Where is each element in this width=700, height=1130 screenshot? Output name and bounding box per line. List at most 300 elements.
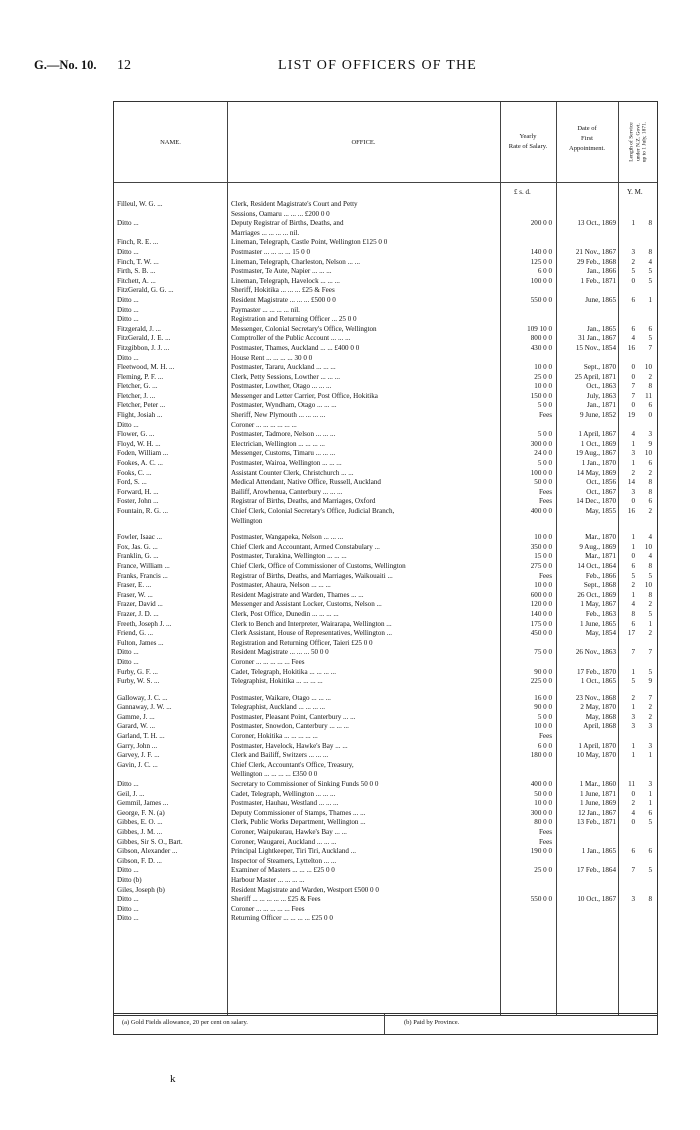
appointment-date: 1 April, 1867 bbox=[578, 430, 616, 439]
service-years: 1 bbox=[631, 590, 635, 599]
office-title: Resident Magistrate ... ... ... £500 0 0 bbox=[231, 295, 336, 304]
officer-name: Franklin, G. ... bbox=[117, 552, 159, 561]
service-years: 0 bbox=[631, 497, 635, 506]
table-row bbox=[114, 219, 657, 229]
officer-name: Flower, G. ... bbox=[117, 430, 155, 439]
officer-name: Forward, H. ... bbox=[117, 487, 159, 496]
appointment-date: 1 Feb., 1871 bbox=[580, 276, 616, 285]
service-years: 11 bbox=[628, 780, 635, 789]
office-title: Paymaster ... ... ... ... nil. bbox=[231, 305, 300, 314]
office-title: Deputy Commissioner of Stamps, Thames ... ... bbox=[231, 808, 366, 817]
office-title: Messenger, Colonial Secretary's Office, Wellington bbox=[231, 324, 377, 333]
officer-name: Ditto ... bbox=[117, 420, 139, 429]
page-title: LIST OF OFFICERS OF THE bbox=[278, 58, 478, 73]
row-gap bbox=[114, 526, 657, 533]
office-title: Coroner ... ... ... ... ... Fees bbox=[231, 657, 305, 666]
table-row bbox=[114, 620, 657, 630]
yearly-salary: 300 0 0 bbox=[530, 439, 552, 448]
appointment-date: Jan., 1865 bbox=[587, 324, 616, 333]
service-years: 4 bbox=[631, 334, 635, 343]
table-row bbox=[114, 790, 657, 800]
officer-name: Gibbes, Sir S. O., Bart. bbox=[117, 837, 183, 846]
appointment-date: 1 Oct., 1865 bbox=[580, 677, 616, 686]
appointment-date: July, 1863 bbox=[586, 391, 616, 400]
table-row bbox=[114, 562, 657, 572]
service-months: 10 bbox=[644, 363, 652, 372]
header-rule bbox=[114, 182, 657, 183]
table-row bbox=[114, 543, 657, 553]
service-months: 5 bbox=[648, 571, 652, 580]
service-years: 17 bbox=[627, 629, 635, 638]
office-title: Registration and Returning Officer, Taieri £25 0 0 bbox=[231, 638, 373, 647]
table-row bbox=[114, 629, 657, 639]
office-title: Principal Lightkeeper, Tiri Tiri, Auckland ... bbox=[231, 847, 357, 856]
service-months: 7 bbox=[648, 343, 652, 352]
table-row bbox=[114, 658, 657, 668]
appointment-date: 13 Feb., 1871 bbox=[576, 818, 616, 827]
service-years: 6 bbox=[631, 847, 635, 856]
service-months: 9 bbox=[648, 439, 652, 448]
table-row bbox=[114, 572, 657, 582]
appointment-date: 1 Jan., 1865 bbox=[581, 847, 616, 856]
service-months: 5 bbox=[648, 267, 652, 276]
office-title: Examiner of Masters ... ... ... £25 0 0 bbox=[231, 866, 335, 875]
appointment-date: 15 Nov., 1854 bbox=[575, 343, 616, 352]
service-years: 4 bbox=[631, 430, 635, 439]
service-months: 1 bbox=[648, 295, 652, 304]
service-months: 1 bbox=[648, 619, 652, 628]
yearly-salary: 550 0 0 bbox=[530, 895, 552, 904]
appointment-date: 17 Feb., 1864 bbox=[576, 866, 616, 875]
yearly-salary: 225 0 0 bbox=[530, 677, 552, 686]
table-row bbox=[114, 401, 657, 411]
service-years: 4 bbox=[631, 808, 635, 817]
table-row bbox=[114, 600, 657, 610]
office-title: Clerk and Bailiff, Switzers ... ... ... bbox=[231, 751, 329, 760]
officer-name: Foster, John ... bbox=[117, 497, 159, 506]
office-title: Chief Clerk, Office of Commissioner of Customs, Wellington bbox=[231, 561, 406, 570]
service-years: 7 bbox=[631, 382, 635, 391]
office-title: Postmaster, Pleasant Point, Canterbury ... ... bbox=[231, 712, 356, 721]
officer-name: Floyd, W. H. ... bbox=[117, 439, 161, 448]
office-title: Clerk to Bench and Interpreter, Wairarapa, Wellington ... bbox=[231, 619, 392, 628]
yearly-salary: Fees bbox=[538, 571, 552, 580]
service-years: 1 bbox=[631, 751, 635, 760]
service-years: 7 bbox=[631, 648, 635, 657]
yearly-salary: 550 0 0 bbox=[530, 295, 552, 304]
table-row bbox=[114, 533, 657, 543]
officer-name: Frazer, David ... bbox=[117, 600, 163, 609]
officer-name: Ditto ... bbox=[117, 315, 139, 324]
table-row bbox=[114, 200, 657, 210]
officer-name: Fletcher, J. ... bbox=[117, 391, 156, 400]
yearly-salary: Fees bbox=[538, 732, 552, 741]
appointment-date: Feb., 1866 bbox=[585, 571, 616, 580]
officer-name: Gannaway, J. W. ... bbox=[117, 703, 172, 712]
footnote-divider bbox=[384, 1014, 385, 1034]
service-years: 1 bbox=[631, 667, 635, 676]
yearly-salary: 5 0 0 bbox=[537, 459, 552, 468]
office-title: Postmaster, Wairoa, Wellington ... ... ... bbox=[231, 459, 342, 468]
yearly-salary: Fees bbox=[538, 828, 552, 836]
office-title: Postmaster, Snowdon, Canterbury ... ... ... bbox=[231, 722, 349, 731]
table-row bbox=[114, 421, 657, 431]
table-row bbox=[114, 694, 657, 704]
service-years: 6 bbox=[631, 619, 635, 628]
table-row bbox=[114, 866, 657, 876]
yearly-salary: 10 0 0 bbox=[534, 581, 552, 590]
table-row bbox=[114, 440, 657, 450]
yearly-salary: 300 0 0 bbox=[530, 808, 552, 817]
office-title: Lineman, Telegraph, Charleston, Nelson ... ... bbox=[231, 257, 360, 266]
yearly-salary: 125 0 0 bbox=[530, 257, 552, 266]
office-title: Sheriff ... ... ... ... ... £25 & Fees bbox=[231, 895, 321, 904]
service-months: 8 bbox=[648, 895, 652, 904]
table-row bbox=[114, 648, 657, 658]
service-years: 2 bbox=[631, 257, 635, 266]
service-months: 5 bbox=[648, 276, 652, 285]
yearly-salary: 100 0 0 bbox=[530, 276, 552, 285]
yearly-salary: 200 0 0 bbox=[530, 219, 552, 228]
officer-name: Ditto ... bbox=[117, 780, 139, 789]
yearly-salary: 6 0 0 bbox=[537, 267, 552, 276]
officer-name: Franks, Francis ... bbox=[117, 571, 168, 580]
office-title: Postmaster, Lowther, Otago ... ... ... bbox=[231, 382, 332, 391]
service-years: 1 bbox=[631, 459, 635, 468]
office-title: Coroner ... ... ... ... ... ... bbox=[231, 420, 297, 429]
yearly-salary: 50 0 0 bbox=[534, 789, 552, 798]
office-title: Postmaster, Tadmore, Nelson ... ... ... bbox=[231, 430, 336, 439]
office-title: Postmaster, Havelock, Hawke's Bay ... ... bbox=[231, 741, 348, 750]
officer-name: Fletcher, G. ... bbox=[117, 382, 158, 391]
officer-name: Fox, Jas. G. ... bbox=[117, 542, 158, 551]
service-years: 2 bbox=[631, 581, 635, 590]
service-months: 9 bbox=[648, 677, 652, 686]
yearly-salary: 400 0 0 bbox=[530, 507, 552, 515]
table-row bbox=[114, 497, 657, 507]
service-years: 5 bbox=[631, 677, 635, 686]
officer-name: Ditto (b) bbox=[117, 875, 142, 884]
table-row bbox=[114, 713, 657, 723]
service-months: 2 bbox=[648, 703, 652, 712]
table-row bbox=[114, 799, 657, 809]
yearly-salary: 400 0 0 bbox=[530, 780, 552, 789]
service-months: 4 bbox=[648, 257, 652, 266]
units-service: Y. M. bbox=[627, 188, 643, 196]
yearly-salary: 10 0 0 bbox=[534, 363, 552, 372]
table-row bbox=[114, 838, 657, 848]
yearly-salary: 6 0 0 bbox=[537, 741, 552, 750]
appointment-date: May, 1854 bbox=[585, 629, 616, 638]
service-months: 2 bbox=[648, 629, 652, 638]
appointment-date: 1 Jan., 1870 bbox=[581, 459, 616, 468]
office-title: Messenger and Letter Carrier, Post Office, Hokitika bbox=[231, 391, 378, 400]
officer-name: Fulton, James ... bbox=[117, 638, 164, 647]
officer-name: Fraser, E. ... bbox=[117, 581, 152, 590]
table-row bbox=[114, 610, 657, 620]
yearly-salary: 450 0 0 bbox=[530, 629, 552, 638]
service-years: 4 bbox=[631, 600, 635, 609]
officer-name: Geil, J. ... bbox=[117, 789, 145, 798]
service-months: 6 bbox=[648, 808, 652, 817]
yearly-salary: 10 0 0 bbox=[534, 533, 552, 542]
office-title: Harbour Master ... ... ... ... bbox=[231, 875, 305, 884]
office-title: Bailiff, Arowhenua, Canterbury ... ... ... bbox=[231, 487, 343, 496]
yearly-salary: 430 0 0 bbox=[530, 343, 552, 352]
appointment-date: 10 May, 1870 bbox=[576, 751, 616, 760]
yearly-salary: Fees bbox=[538, 411, 552, 420]
service-months: 4 bbox=[648, 533, 652, 542]
table-row bbox=[114, 507, 657, 517]
service-years: 0 bbox=[631, 276, 635, 285]
service-months: 7 bbox=[648, 693, 652, 702]
office-title: Chief Clerk, Accountant's Office, Treasury, bbox=[231, 760, 354, 769]
office-title: Postmaster, Waikare, Otago ... ... ... bbox=[231, 693, 331, 702]
col-head-salary: Yearly Rate of Salary. bbox=[508, 133, 548, 150]
col-head-office: OFFICE. bbox=[351, 139, 376, 146]
appointment-date: 1 June, 1865 bbox=[579, 619, 616, 628]
service-years: 2 bbox=[631, 468, 635, 477]
office-title: Postmaster, Turakina, Wellington ... ... ... bbox=[231, 552, 347, 561]
officer-name: Finch, R. E. ... bbox=[117, 238, 159, 247]
service-months: 1 bbox=[648, 789, 652, 798]
office-title: Coroner, Hokitika ... ... ... ... ... bbox=[231, 732, 318, 741]
officer-name: Fitzgibbon, J. J. ... bbox=[117, 343, 170, 352]
appointment-date: 1 April, 1870 bbox=[578, 741, 616, 750]
office-title: Lineman, Telegraph, Castle Point, Wellington £125 0 0 bbox=[231, 238, 388, 247]
service-years: 19 bbox=[627, 411, 635, 420]
table-row bbox=[114, 267, 657, 277]
service-years: 3 bbox=[631, 247, 635, 256]
office-title: Marriages ... ... ... ... nil. bbox=[231, 228, 300, 237]
appointment-date: Sept., 1870 bbox=[583, 363, 616, 372]
service-months: 2 bbox=[648, 372, 652, 381]
page-number: 12 bbox=[117, 58, 131, 73]
table-row bbox=[114, 809, 657, 819]
service-years: 5 bbox=[631, 267, 635, 276]
yearly-salary: 275 0 0 bbox=[530, 561, 552, 570]
table-row bbox=[114, 818, 657, 828]
office-title: Postmaster, Wangapeka, Nelson ... ... ... bbox=[231, 533, 344, 542]
office-title: Secretary to Commissioner of Sinking Funds 50 0 0 bbox=[231, 780, 379, 789]
service-months: 3 bbox=[648, 780, 652, 789]
service-months: 2 bbox=[648, 507, 652, 515]
office-title: Lineman, Telegraph, Havelock ... ... ... bbox=[231, 276, 340, 285]
office-title: Sheriff, New Plymouth ... ... ... ... bbox=[231, 411, 326, 420]
service-months: 10 bbox=[644, 581, 652, 590]
service-months: 1 bbox=[648, 799, 652, 808]
officer-name: Ditto ... bbox=[117, 657, 139, 666]
yearly-salary: 800 0 0 bbox=[530, 334, 552, 343]
table-row bbox=[114, 732, 657, 742]
officers-table bbox=[113, 101, 658, 1016]
office-title: Clerk, Petty Sessions, Lowther ... ... ... bbox=[231, 372, 340, 381]
table-row bbox=[114, 847, 657, 857]
yearly-salary: 109 10 0 bbox=[527, 324, 552, 333]
table-body bbox=[114, 200, 657, 924]
appointment-date: 1 May, 1867 bbox=[580, 600, 616, 609]
table-row bbox=[114, 552, 657, 562]
officer-name: Gamme, J. ... bbox=[117, 712, 155, 721]
appointment-date: May, 1868 bbox=[585, 712, 616, 721]
service-months: 6 bbox=[648, 847, 652, 856]
office-title: Postmaster, Thames, Auckland ... ... £400 0 0 bbox=[231, 343, 360, 352]
service-years: 6 bbox=[631, 324, 635, 333]
appointment-date: 2 May, 1870 bbox=[580, 703, 616, 712]
service-months: 8 bbox=[648, 382, 652, 391]
office-title: Chief Clerk and Accountant, Armed Constabulary ... bbox=[231, 542, 380, 551]
office-title: Resident Magistrate ... ... ... 50 0 0 bbox=[231, 648, 329, 657]
yearly-salary: 16 0 0 bbox=[534, 693, 552, 702]
office-title: Resident Magistrate and Warden, Thames ... ... bbox=[231, 590, 364, 599]
table-row bbox=[114, 478, 657, 488]
officer-name: Friend, G. ... bbox=[117, 629, 154, 638]
service-years: 1 bbox=[631, 439, 635, 448]
office-title: Resident Magistrate and Warden, Westport £500 0 0 bbox=[231, 885, 379, 894]
table-row bbox=[114, 296, 657, 306]
service-months: 5 bbox=[648, 818, 652, 827]
table-row bbox=[114, 334, 657, 344]
page-header bbox=[0, 58, 700, 80]
table-row bbox=[114, 306, 657, 316]
service-years: 8 bbox=[631, 609, 635, 618]
table-row bbox=[114, 229, 657, 239]
officer-name: Fookes, A. C. ... bbox=[117, 459, 163, 468]
officer-name: Garvey, J. F. ... bbox=[117, 751, 160, 760]
appointment-date: 17 Feb., 1870 bbox=[576, 667, 616, 676]
service-months: 10 bbox=[644, 542, 652, 551]
office-title: Clerk, Public Works Department, Wellington ... bbox=[231, 818, 366, 827]
office-title: Sheriff, Hokitika ... ... ... £25 & Fees bbox=[231, 286, 335, 295]
officer-name: Garry, John ... bbox=[117, 741, 158, 750]
yearly-salary: Fees bbox=[538, 487, 552, 496]
appointment-date: Jan., 1871 bbox=[587, 401, 616, 410]
table-row bbox=[114, 469, 657, 479]
appointment-date: 25 April, 1871 bbox=[574, 372, 616, 381]
appointment-date: Oct., 1856 bbox=[586, 478, 616, 487]
yearly-salary: Fees bbox=[538, 497, 552, 506]
yearly-salary: 175 0 0 bbox=[530, 619, 552, 628]
officer-name: Gibbes, E. O. ... bbox=[117, 818, 163, 827]
service-years: 6 bbox=[631, 561, 635, 570]
service-years: 1 bbox=[631, 542, 635, 551]
row-gap bbox=[114, 687, 657, 694]
appointment-date: Sept., 1868 bbox=[583, 581, 616, 590]
officer-name: France, William ... bbox=[117, 561, 170, 570]
service-years: 5 bbox=[631, 571, 635, 580]
yearly-salary: 350 0 0 bbox=[530, 542, 552, 551]
office-title: Postmaster, Tararu, Auckland ... ... ... bbox=[231, 363, 336, 372]
officer-name: Firth, S. B. ... bbox=[117, 267, 156, 276]
service-years: 7 bbox=[631, 391, 635, 400]
service-years: 1 bbox=[631, 219, 635, 228]
table-row bbox=[114, 248, 657, 258]
yearly-salary: 5 0 0 bbox=[537, 430, 552, 439]
officer-name: Galloway, J. C. ... bbox=[117, 693, 168, 702]
officer-name: Ditto ... bbox=[117, 305, 139, 314]
office-title: Deputy Registrar of Births, Deaths, and bbox=[231, 219, 344, 228]
table-row bbox=[114, 258, 657, 268]
yearly-salary: 50 0 0 bbox=[534, 478, 552, 487]
yearly-salary: 15 0 0 bbox=[534, 552, 552, 561]
service-years: 16 bbox=[627, 343, 635, 352]
appointment-date: May, 1855 bbox=[585, 507, 616, 515]
table-row bbox=[114, 277, 657, 287]
service-months: 3 bbox=[648, 722, 652, 731]
footnote-a: (a) Gold Fields allowance, 20 per cent on salary. bbox=[122, 1019, 248, 1026]
officer-name: Frazer, J. D. ... bbox=[117, 609, 159, 618]
office-title: Messenger and Assistant Locker, Customs, Nelson ... bbox=[231, 600, 382, 609]
yearly-salary: 10 0 0 bbox=[534, 799, 552, 808]
table-row bbox=[114, 677, 657, 687]
service-months: 2 bbox=[648, 712, 652, 721]
service-months: 3 bbox=[648, 430, 652, 439]
table-row bbox=[114, 876, 657, 886]
yearly-salary: 90 0 0 bbox=[534, 667, 552, 676]
service-years: 0 bbox=[631, 552, 635, 561]
appointment-date: Mar., 1870 bbox=[585, 533, 616, 542]
service-years: 0 bbox=[631, 818, 635, 827]
service-years: 3 bbox=[631, 712, 635, 721]
yearly-salary: 25 0 0 bbox=[534, 866, 552, 875]
officer-name: Furby, G. F. ... bbox=[117, 667, 158, 676]
yearly-salary: Fees bbox=[538, 837, 552, 846]
officer-name: Gemmil, James ... bbox=[117, 799, 169, 808]
appointment-date: 13 Oct., 1869 bbox=[577, 219, 616, 228]
table-row bbox=[114, 363, 657, 373]
service-months: 5 bbox=[648, 334, 652, 343]
appointment-date: Jan., 1866 bbox=[587, 267, 616, 276]
col-head-service: Length of Service under N.Z. Govt. up to 1 July, 1871. bbox=[627, 121, 647, 163]
office-title: Postmaster, Hauhau, Westland ... ... ... bbox=[231, 799, 339, 808]
table-row bbox=[114, 392, 657, 402]
officer-name: Garland, T. H. ... bbox=[117, 732, 165, 741]
yearly-salary: 24 0 0 bbox=[534, 449, 552, 458]
appointment-date: 26 Oct., 1869 bbox=[577, 590, 616, 599]
officer-name: Gibson, F. D. ... bbox=[117, 856, 162, 865]
table-row bbox=[114, 639, 657, 649]
appointment-date: Mar., 1871 bbox=[585, 552, 616, 561]
appointment-date: Oct., 1867 bbox=[586, 487, 616, 496]
officer-name: Filleul, W. G. ... bbox=[117, 200, 163, 208]
table-row bbox=[114, 722, 657, 732]
service-months: 7 bbox=[648, 648, 652, 657]
service-months: 1 bbox=[648, 751, 652, 760]
officer-name: Ditto ... bbox=[117, 895, 139, 904]
office-title: House Rent ... ... ... ... 30 0 0 bbox=[231, 353, 313, 362]
office-title: Postmaster, Te Aute, Napier ... ... ... bbox=[231, 267, 332, 276]
units-salary: £ s. d. bbox=[514, 188, 531, 196]
appointment-date: June, 1865 bbox=[585, 295, 616, 304]
table-row bbox=[114, 373, 657, 383]
service-years: 6 bbox=[631, 295, 635, 304]
office-title: Postmaster ... ... ... ... 15 0 0 bbox=[231, 247, 311, 256]
service-months: 11 bbox=[645, 391, 652, 400]
table-row bbox=[114, 770, 657, 780]
service-months: 0 bbox=[648, 411, 652, 420]
service-years: 1 bbox=[631, 533, 635, 542]
table-row bbox=[114, 591, 657, 601]
table-row bbox=[114, 742, 657, 752]
service-years: 0 bbox=[631, 401, 635, 410]
table-row bbox=[114, 459, 657, 469]
yearly-salary: 10 0 0 bbox=[534, 382, 552, 391]
office-title: Wellington ... ... ... ... £350 0 0 bbox=[231, 770, 318, 779]
service-years: 14 bbox=[627, 478, 635, 487]
appointment-date: 10 Oct., 1867 bbox=[577, 895, 616, 904]
appointment-date: 1 Mar., 1860 bbox=[579, 780, 616, 789]
table-row bbox=[114, 857, 657, 867]
